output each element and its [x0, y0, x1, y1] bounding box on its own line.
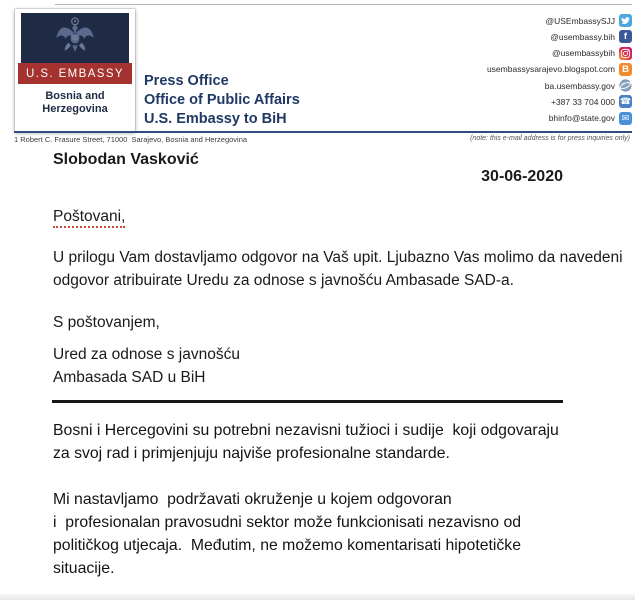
social-row-phone: [551, 95, 632, 108]
address-line: 1 Robert C. Frasure Street, 71000 Sarajevo, Bosnia and Herzegovina: [14, 135, 248, 144]
office-title-line1: Press Office: [144, 73, 229, 89]
logo-band-label: U.S. EMBASSY: [18, 63, 132, 84]
globe-icon: [619, 79, 632, 92]
social-row-twitter: [545, 14, 632, 27]
press-inquiries-note: (note: this e-mail address is for press inquiries only): [470, 135, 630, 142]
social-label: usembassysarajevo.blogspot.com: [486, 64, 615, 75]
letter-date: 30-06-2020: [481, 168, 563, 185]
signature-block: [53, 343, 240, 389]
statement-divider: [52, 400, 563, 403]
social-row-facebook: [550, 30, 632, 43]
top-hairline: [55, 4, 632, 5]
signature-embassy: Ambasada SAD u BiH: [53, 369, 206, 386]
social-label: +387 33 704 000: [550, 96, 615, 107]
twitter-icon: [619, 14, 632, 27]
social-label: @USEmbassySJJ: [545, 15, 615, 26]
social-label: bhinfo@state.gov: [548, 113, 615, 124]
statement-paragraph-1: Bosni i Hercegovini su potrebni nezavisni tužioci i sudije koji odgovaraju za svoj rad i primjenjuju najviše profesionalne standarde.: [53, 422, 559, 462]
office-title-line2: Office of Public Affairs: [144, 92, 300, 108]
office-title-line3: U.S. Embassy to BiH: [144, 111, 287, 127]
bottom-edge-shadow: [0, 594, 635, 600]
social-label: @usembassybih: [552, 48, 615, 59]
closing: S poštovanjem,: [53, 314, 160, 331]
social-row-email: [549, 112, 632, 125]
social-label: ba.usembassy.gov: [544, 80, 615, 91]
logo-country-label: Bosnia and Herzegovina: [42, 90, 108, 115]
embassy-logo: [15, 9, 135, 132]
salutation-text: Poštovani,: [53, 208, 125, 228]
recipient-name: Slobodan Vasković: [53, 151, 199, 168]
social-row-blogger: [487, 63, 632, 76]
office-title: [144, 72, 300, 129]
statement-paragraph-2: Mi nastavljamo podržavati okruženje u kojem odgovoran i profesionalan pravosudni sektor može funkcionisati nezavisno od političkog utjecaja. Međutim, ne možemo komentarisati hipotetičke situacije.: [53, 491, 522, 577]
social-label: @usembassy.bih: [550, 31, 615, 42]
phone-icon: ☎: [619, 96, 632, 107]
salutation: [53, 208, 125, 226]
email-icon: ✉: [619, 112, 632, 125]
logo-navy-panel: [21, 13, 129, 63]
header-rule: [14, 131, 632, 133]
blogger-icon: B: [619, 63, 632, 76]
social-contact-list: [487, 14, 632, 125]
great-seal-eagle-icon: [55, 15, 95, 62]
social-row-website: [545, 79, 632, 92]
signature-office: Ured za odnose s javnošću: [53, 346, 240, 363]
facebook-icon: f: [619, 30, 632, 43]
body-paragraph: U prilogu Vam dostavljamo odgovor na Vaš upit. Ljubazno Vas molimo da navedeni odgovor atribuirate Uredu za odnose s javnošću Ambasade SAD-a.: [53, 249, 623, 289]
instagram-icon: [619, 47, 632, 60]
social-row-instagram: [552, 47, 632, 60]
